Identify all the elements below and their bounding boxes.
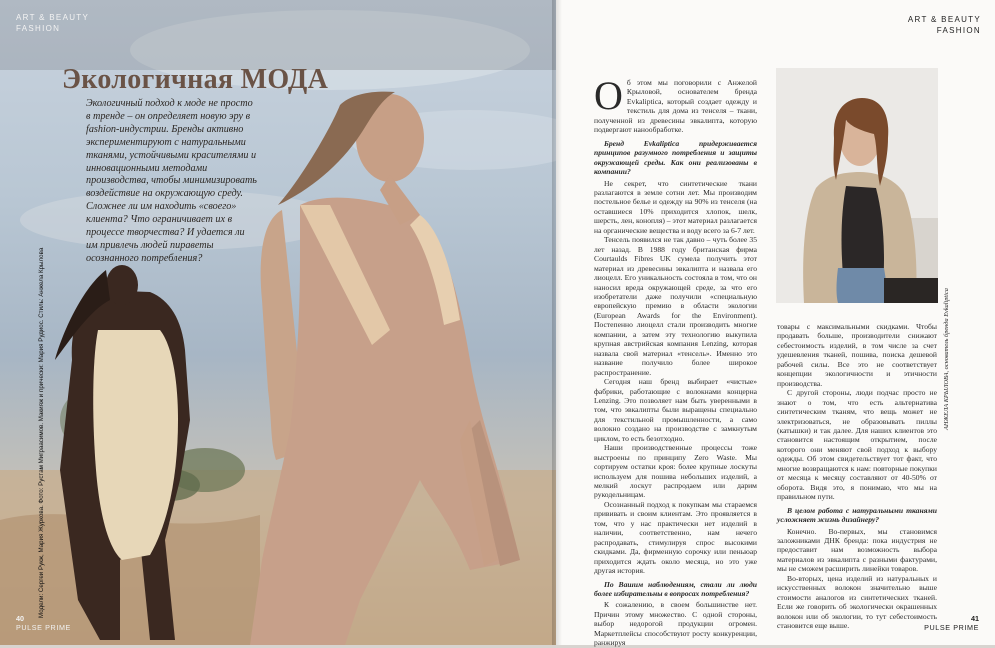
page-gutter-shadow [552,0,562,645]
brand-left: PULSE PRIME [16,623,71,632]
answer-paragraph: Не секрет, что синтетические ткани разлагаются в земле сотни лет. Мы производим постельное белье и одежду на 90% из тенселя (на оставшиеся 10% приходится хлопок, шелк, шерсть, лен, конопля) – этот материал разлагается на органические вещества и воду всего за 6-7 лет. [594,178,757,235]
text-column-1 [594,73,757,648]
kicker-line-2: FASHION [16,24,61,33]
section-kicker-right [908,14,981,36]
portrait-illustration [776,68,938,303]
kicker-line-1: ART & BEAUTY [907,15,981,24]
answer-paragraph: С другой стороны, люди подчас просто не знают о том, что есть альтернатива синтетическим тканям, что вещь может не электризоваться, не образовывать пиллы (катышки) и так далее. Для наших клиентов это становится настоящим открытием, после которого они меняют свой подход к выбору одежды. Об этом свидетельствует тот факт, что многие возвращаются к нам: повторные покупки от месяца к месяцу составляют от 40-50% от оборота. Видя это, я понимаю, что мы на правильном пути. [777,388,937,502]
portrait-caption [943,270,953,430]
answer-paragraph: Наши производственные процессы тоже выстроены по принципу Zero Waste. Мы сортируем остатки кроя: более крупные лоскуты используем для пошива небольших изделий, а мелкий лоскут распродаем или дарим рукодельницам. [594,443,757,500]
page-number-right: 41 [971,614,979,623]
kicker-line-2: FASHION [936,26,981,35]
article-headline: Экологичная МОДА [62,64,329,95]
brand-right: PULSE PRIME [924,623,979,632]
text-column-2 [777,322,937,634]
drop-cap: О [594,73,623,118]
question-2: По Вашим наблюдениям, стали ли люди более избирательны в вопросах потребления? [594,579,757,599]
answer-paragraph: Осознанный подход к покупкам мы стараемся прививать и своим клиентам. Это проявляется в том, что у нас практически нет изделий в наличии, соответственно, нам нечего распродавать, стимулируя спрос высокими скидками. Да, фирменную сорочку или пеньюар приходится ждать около месяца, но это уже другая история. [594,499,757,576]
article-lead: Экологичный подход к моде не просто в тренде – он определяет новую эру в fashion-индустрии. Бренды активно экспериментируют с натуральными тканями, устойчивыми красителями и инновационными методами производства, чтобы минимизировать воздействие на окружающую среду. Сложнее ли им находить «своего» клиента? Что ограничивает их в процессе творчества? И удается ли им привлечь людей пираветы осознанного потребления? [86,98,257,264]
portrait-caption-text: АНЖЕЛА КРЫЛОВА, основатель бренда Evkalipticа [943,288,950,430]
answer-paragraph: Сегодня наш бренд выбирает «чистые» фабрики, работающие с волокнами концерна Lenzing. Это позволяет нам быть уверенными в том, что эвкалипты были выращены специально для текстильной промышленности, а само волокно создано на производстве с замкнутым циклом, то есть безотходно. [594,377,757,443]
question-3: В целом работа с натуральными тканями усложняет жизнь дизайнеру? [777,505,937,525]
intro-paragraph: Об этом мы поговорили с Анжелой Крыловой, основателем бренда Evkalipticа, который создает одежду и текстиль для дома из тенселя – ткани, полученной из древесины эвкалипта, которую подвергают нанообработке. [594,73,757,135]
section-kicker-left [16,12,89,34]
answer-paragraph: Во-вторых, цена изделий из натуральных и искусственных волокон значительно выше стоимости аналогов из синтетических тканей. Если же говорить об экологически окрашенных волокон или об экологии, то тут себестоимость становится еще выше. [777,573,937,631]
answer-paragraph: Тенсель появился не так давно – чуть более 35 лет назад. В 1988 году британская фирма Courtaulds Fibres UK сумела получить этот материал из древесины эвкалипта и назвала его лиоцелл. Его уникальность состояла в том, что он наносил вреда окружающей среде, за что его изобретатели даже получили «специальную европейскую премию в области экологии (European Awards for the Environment). Постепенно лиоцелл стали производить многие компании, а затем эту технологию выкупила крупная австрийская компания Lenzing, которая назвала свой материал «тенсель». Именно это название получило более широкое распространение. [594,235,757,377]
credits-text: Модели: Сергеи Рукж, Мария Журкова. Фото: Рустам Миграасимов. Макияж и прически: Мария Рудиос. Стиль: Анжела Крылова [38,247,45,618]
answer-paragraph: товары с максимальными скидками. Чтобы продавать больше, производители снижают себестоимость изделий, в том числе за счет удешевления тканей, пошива, поиска дешевой рабочей силы. Все это не соответствует концепции экологичности и этичности производства. [777,322,937,388]
kicker-line-1: ART & BEAUTY [16,13,90,22]
page-number-left: 40 [16,614,24,623]
photo-credits [38,247,50,618]
question-1: Бренд Evkalipticа придерживается принципов разумного потребления и защиты окружающей среды. Как они реализованы в компании? [594,138,757,177]
portrait-photo [776,68,938,303]
answer-paragraph: К сожалению, в своем большинстве нет. Причин этому множество. С одной стороны, выбор недорогой продукции огромен. Маркетплейсы способствуют росту конкуренции, ранжируя [594,600,757,648]
folio-left [16,614,71,632]
answer-paragraph: Конечно. Во-первых, мы становимся заложниками ДНК бренда: пока индустрия не предоставит нам возможность выбора материалов из эвкалипта с разными фактурами, мы не сможем расширить линейки товаров. [777,526,937,574]
